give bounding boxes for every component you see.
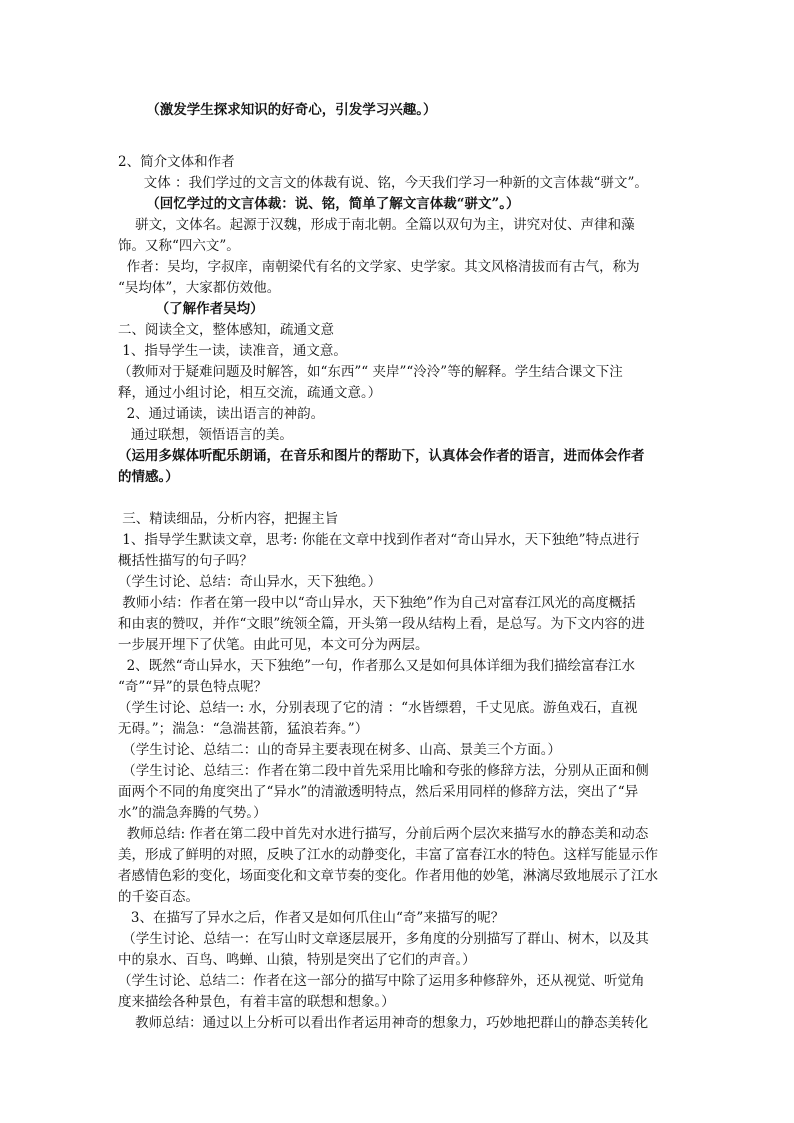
paragraph: 教师小结：作者在第一段中以“奇山异水，天下独绝”作为自己对富春江风光的高度概括: [118, 595, 636, 611]
paragraph: 骈文，文体名。起源于汉魏，形成于南北朝。全篇以双句为主，讲究对仗、声律和藻: [118, 217, 635, 233]
paragraph: （回忆学过的文言体裁：说、铭，简单了解文言体裁“骈文”。）: [118, 196, 520, 212]
paragraph: （学生讨论、总结：奇山异水，天下独绝。）: [118, 574, 382, 590]
paragraph: （运用多媒体听配乐朗诵，在音乐和图片的帮助下，认真体会作者的语言，进而体会作者: [118, 448, 645, 464]
paragraph: 美，形成了鲜明的对照，反映了江水的动静变化，丰富了富春江水的特色。这样写能显示作: [118, 847, 658, 863]
paragraph: （激发学生探求知识的好奇心，引发学习兴趣。）: [118, 102, 437, 118]
paragraph: 水”的湍急奔腾的气势。）: [118, 805, 267, 821]
section-heading: 三、精读细品，分析内容，把握主旨: [118, 511, 339, 527]
paragraph: 3、在描写了异水之后，作者又是如何爪住山“奇”来描写的呢？: [118, 910, 505, 926]
paragraph: “奇”“异”的景色特点呢？: [118, 679, 268, 695]
paragraph: 饰。又称“四六文”。: [118, 238, 240, 254]
paragraph: 通过联想，领悟语言的美。: [118, 427, 293, 443]
paragraph: （学生讨论、总结二：山的奇异主要表现在树多、山高、景美三个方面。）: [118, 742, 562, 758]
paragraph: （学生讨论、总结二：作者在这一部分的描写中除了运用多种修辞外，还从视觉、听觉角: [118, 973, 645, 989]
document-page: [118, 100, 680, 1034]
paragraph: 释，通过小组讨论，相互交流，疏通文意。）: [118, 385, 382, 401]
paragraph: 一步展开埋下了伏笔。由此可见，本文可分为两层。: [118, 637, 429, 653]
paragraph: （学生讨论、总结一：在写山时文章逐层展开，多角度的分别描写了群山、树木，以及其: [118, 931, 649, 947]
paragraph: 面两个不同的角度突出了“异水”的清澈透明特点，然后采用同样的修辞方法，突出了“异: [118, 784, 639, 800]
paragraph: （了解作者吴均）: [118, 301, 264, 317]
paragraph: 文体 ：我们学过的文言文的体裁有说、铭，今天我们学习一种新的文言体裁“骈文”。: [118, 175, 648, 191]
section-heading: 2、简介文体和作者: [118, 154, 235, 170]
section-heading: 二、阅读全文，整体感知，疏通文意: [118, 322, 334, 338]
paragraph: 中的泉水、百鸟、鸣蝉、山猿，特别是突出了它们的声音。）: [118, 952, 476, 968]
paragraph: 1、指导学生默读文章，思考: 你能在文章中找到作者对“奇山异水，天下独绝”特点进行: [118, 532, 640, 548]
paragraph: 的千姿百态。: [118, 889, 199, 905]
paragraph: 教师总结：通过以上分析可以看出作者运用神奇的想象力，巧妙地把群山的静态美转化: [118, 1015, 649, 1031]
paragraph: （学生讨论、总结三：作者在第二段中首先采用比喻和夸张的修辞方法，分别从正面和侧: [118, 763, 649, 779]
paragraph: 教师总结: 作者在第二段中首先对水进行描写，分前后两个层次来描写水的静态美和动态: [118, 826, 649, 842]
paragraph: 度来描绘各种景色，有着丰富的联想和想象。）: [118, 994, 395, 1010]
paragraph: 无碍。”；湍急：“急湍甚箭，猛浪若奔。”）: [118, 721, 369, 737]
paragraph: 概括性描写的句子吗？: [118, 553, 253, 569]
paragraph: 的情感。）: [118, 469, 179, 485]
paragraph: “吴均体”，大家都仿效他。: [118, 280, 281, 296]
paragraph: 和由衷的赞叹，并作“文眼”统领全篇，开头第一段从结构上看，是总写。为下文内容的进: [118, 616, 645, 632]
paragraph: 2、既然“奇山异水，天下独绝”一句，作者那么又是如何具体详细为我们描绘富春江水: [118, 658, 635, 674]
paragraph: 2、通过诵读，读出语言的神韵。: [118, 406, 325, 422]
paragraph: （教师对于疑难问题及时解答，如“东西”“ 夹岸”“泠泠”等的解释。学生结合课文下注: [118, 364, 623, 380]
paragraph: 1、指导学生一读，读准音，通文意。: [118, 343, 347, 359]
paragraph: 者感情色彩的变化，场面变化和文章节奏的变化。作者用他的妙笔，淋漓尽致地展示了江水: [118, 868, 658, 884]
paragraph: （学生讨论、总结一: 水，分别表现了它的清 ：“水皆缥碧，千丈见底。游鱼戏石，直视: [118, 700, 638, 716]
paragraph: 作者：吴均，字叔庠，南朝梁代有名的文学家、史学家。其文风格清拔而有古气，称为: [118, 259, 640, 275]
